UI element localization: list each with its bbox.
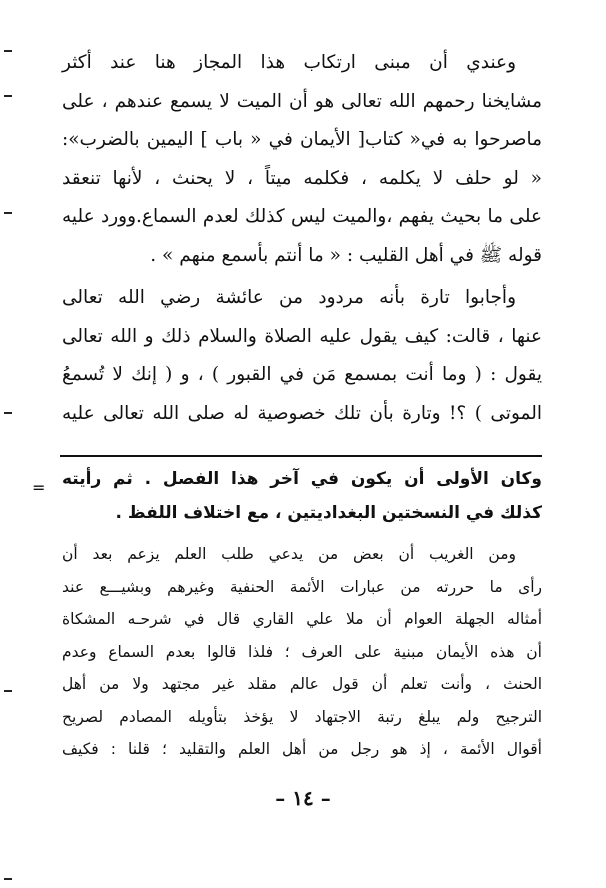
footnote-continuation-mark: = <box>32 478 46 497</box>
text-line: « لو حلف لا يكلمه ، فكلمه ميتاً ، لا يحنث ، لأنها تنعقد <box>62 167 542 189</box>
page-number: – ١٤ – <box>275 786 331 810</box>
commentary-line: رأى ما حررته من عبارات الأئمة الحنفية وغيرهم وبشيـــع عند <box>62 577 542 596</box>
text-line: وعندي أن مبنى ارتكاب هذا المجاز هنا عند أكثر <box>62 52 516 73</box>
footnote-divider <box>60 455 542 457</box>
margin-tick <box>4 878 12 880</box>
margin-tick <box>4 95 12 97</box>
text-line: مشايخنا رحمهم الله تعالى هو أن الميت لا يسمع عندهم ، على <box>62 90 542 112</box>
commentary-line: ومن الغريب أن بعض من يدعي طلب العلم يزعم بعد أن <box>62 545 516 563</box>
footnote-line: كذلك في النسختين البغداديتين ، مع اختلاف اللفظ . <box>115 503 542 523</box>
margin-tick <box>4 412 12 414</box>
text-line: عنها ، قالت: كيف يقول عليه الصلاة والسلام ذلك و الله تعالى <box>62 325 542 347</box>
text-line: وأجابوا تارة بأنه مردود من عائشة رضي الله تعالى <box>62 287 516 308</box>
commentary-text <box>62 538 542 766</box>
commentary-line: أن هذه الأيمان مبنية على العرف ؛ فلذا قالوا بعدم السماع وعدم <box>62 642 542 661</box>
footnote-line: وكان الأولى أن يكون في آخر هذا الفصل . ثم رأيته <box>62 469 542 489</box>
text-line: على ما بحيث يفهم ،والميت ليس كذلك لعدم السماع.وورد عليه <box>62 206 542 227</box>
text-line: ماصرحوا به في« كتاب[ الأيمان في « باب ] اليمين بالضرب»: <box>62 129 542 150</box>
text-line: قوله ﷺ في أهل القليب : « ما أنتم بأسمع منهم » . <box>150 244 542 266</box>
text-line: يقول : ( وما أنت بمسمع مَن في القبور ) ، و ( إنك لا تُسمعُ <box>62 364 542 385</box>
main-text <box>62 44 542 433</box>
commentary-line: الحنث ، وأنت تعلم أن قول عالم مقلد غير مجتهد ولا من أهل <box>62 675 542 693</box>
commentary-line: أمثاله الجهلة العوام أن ملا علي القاري قال في شرحـه المشكاة <box>62 610 542 628</box>
commentary-line: الترجيح ولم يبلغ رتبة الاجتهاد لا يؤخذ بتأويله المصادم لصريح <box>62 707 542 726</box>
footnote-text <box>62 462 542 530</box>
margin-tick <box>4 50 12 52</box>
text-line: الموتى ) ؟! وتارة بأن تلك خصوصية له صلى الله تعالى عليه <box>62 402 542 424</box>
commentary-line: أقوال الأئمة ، إذ هو رجل من أهل العلم والتقليد ؛ قلنا : فكيف <box>62 740 542 758</box>
margin-tick <box>4 690 12 692</box>
margin-tick <box>4 212 12 214</box>
